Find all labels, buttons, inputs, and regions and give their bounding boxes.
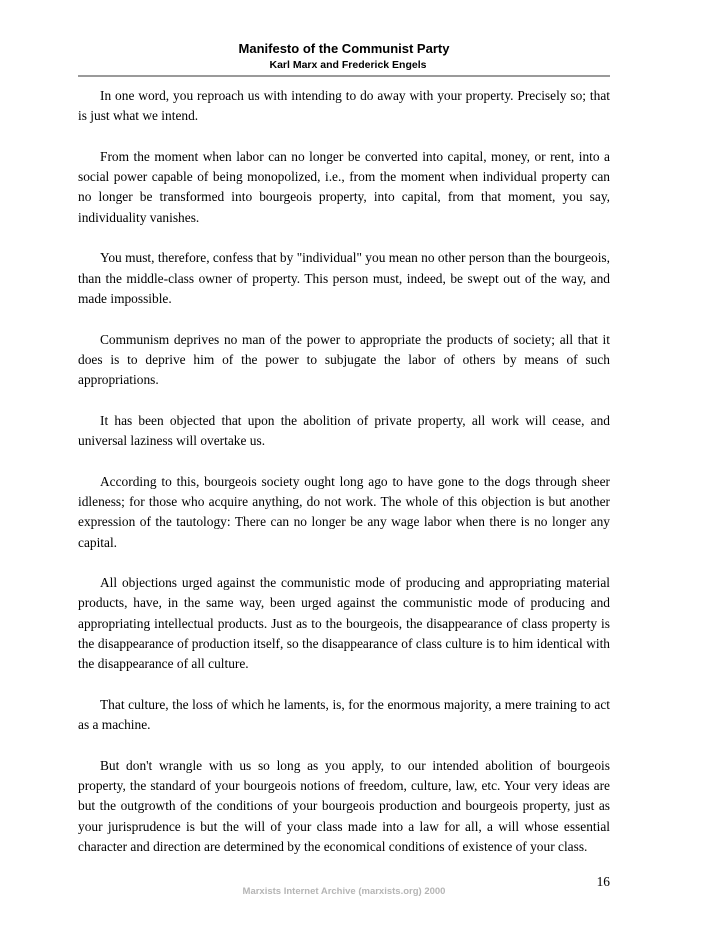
paragraph: But don't wrangle with us so long as you apply, to our intended abolition of bourgeois property, the standard of your bourgeois notions of freedom, culture, law, etc. Your very ideas are but the outgrowth of the conditions of your bourgeois production and bourgeois property, just as your jurisprudence is but the will of your class made into a law for all, a will whose essential character and direction are determined by the economical conditions of existence of your class.: [78, 757, 610, 854]
page-header: [78, 40, 610, 72]
header-divider: [78, 75, 610, 77]
paragraph: It has been objected that upon the abolition of private property, all work will cease, and universal laziness will overtake us.: [78, 412, 610, 449]
document-body: [78, 86, 610, 878]
page-number: 16: [596, 874, 610, 889]
paragraph: All objections urged against the communistic mode of producing and appropriating material products, have, in the same way, been urged against the communistic mode of producing and appropriating intellectual products. Just as to the bourgeois, the disappearance of class property is the disappearance of production itself, so the disappearance of class culture is to him identical with the disappearance of all culture.: [78, 575, 610, 672]
paragraph: In one word, you reproach us with intending to do away with your property. Precisely so; that is just what we intend.: [78, 88, 610, 124]
document-authors: Karl Marx and Frederick Engels: [269, 59, 427, 71]
paragraph: That culture, the loss of which he laments, is, for the enormous majority, a mere training to act as a machine.: [78, 696, 610, 733]
paragraph: According to this, bourgeois society ought long ago to have gone to the dogs through sheer idleness; for those who acquire anything, do not work. The whole of this objection is but another expression of the tautology: There can no longer be any wage labor when there is no longer any capital.: [78, 473, 610, 550]
paragraph: Communism deprives no man of the power to appropriate the products of society; all that it does is to deprive him of the power to subjugate the labor of others by means of such appropriations.: [78, 331, 610, 388]
paragraph: You must, therefore, confess that by "individual" you mean no other person than the bourgeois, than the middle-class owner of property. This person must, indeed, be swept out of the way, and made impossible.: [78, 250, 610, 306]
page-footer: Marxists Internet Archive (marxists.org) 2000: [242, 886, 446, 897]
paragraph: From the moment when labor can no longer be converted into capital, money, or rent, into a social power capable of being monopolized, i.e., from the moment when individual property can no longer be transformed into bourgeois property, into capital, from that moment, you say, individuality vanishes.: [78, 148, 610, 225]
document-title: Manifesto of the Communist Party: [238, 41, 450, 56]
